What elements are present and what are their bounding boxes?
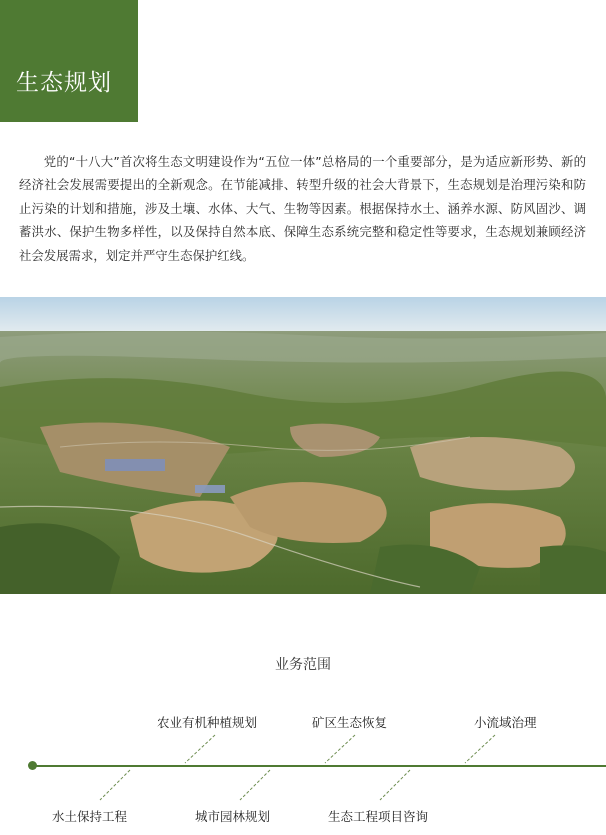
service-urban-landscape: 城市园林规划 [195,809,271,824]
service-soil-water-conservation: 水土保持工程 [52,809,128,824]
intro-paragraph: 党的“十八大”首次将生态文明建设作为“五位一体”总格局的一个重要部分，是为适应新形势、新的经济社会发展需要提出的全新观念。在节能减排、转型升级的社会大背景下，生态规划是治理污染和防止污染的计划和措施，涉及土壤、水体、大气、生物等因素。根据保持水土、涵养水源、防风固沙、调蓄洪水、保护生物多样性，以及保持自然本底、保障生态系统完整和稳定性等要求，生态规划兼顾经济社会发展需求，划定并严守生态保护红线。 [19,154,586,263]
section-title: 生态规划 [16,70,112,96]
timeline-start-dot [28,761,37,770]
service-eco-project-consulting: 生态工程项目咨询 [328,809,429,824]
service-organic-planting: 农业有机种植规划 [157,715,258,730]
service-watershed-governance: 小流域治理 [474,715,537,730]
business-scope-title: 业务范围 [275,657,331,673]
service-mine-restoration: 矿区生态恢复 [312,715,388,730]
aerial-landscape-photo [0,297,606,594]
section-title-box [0,0,138,122]
timeline-line [33,765,606,767]
